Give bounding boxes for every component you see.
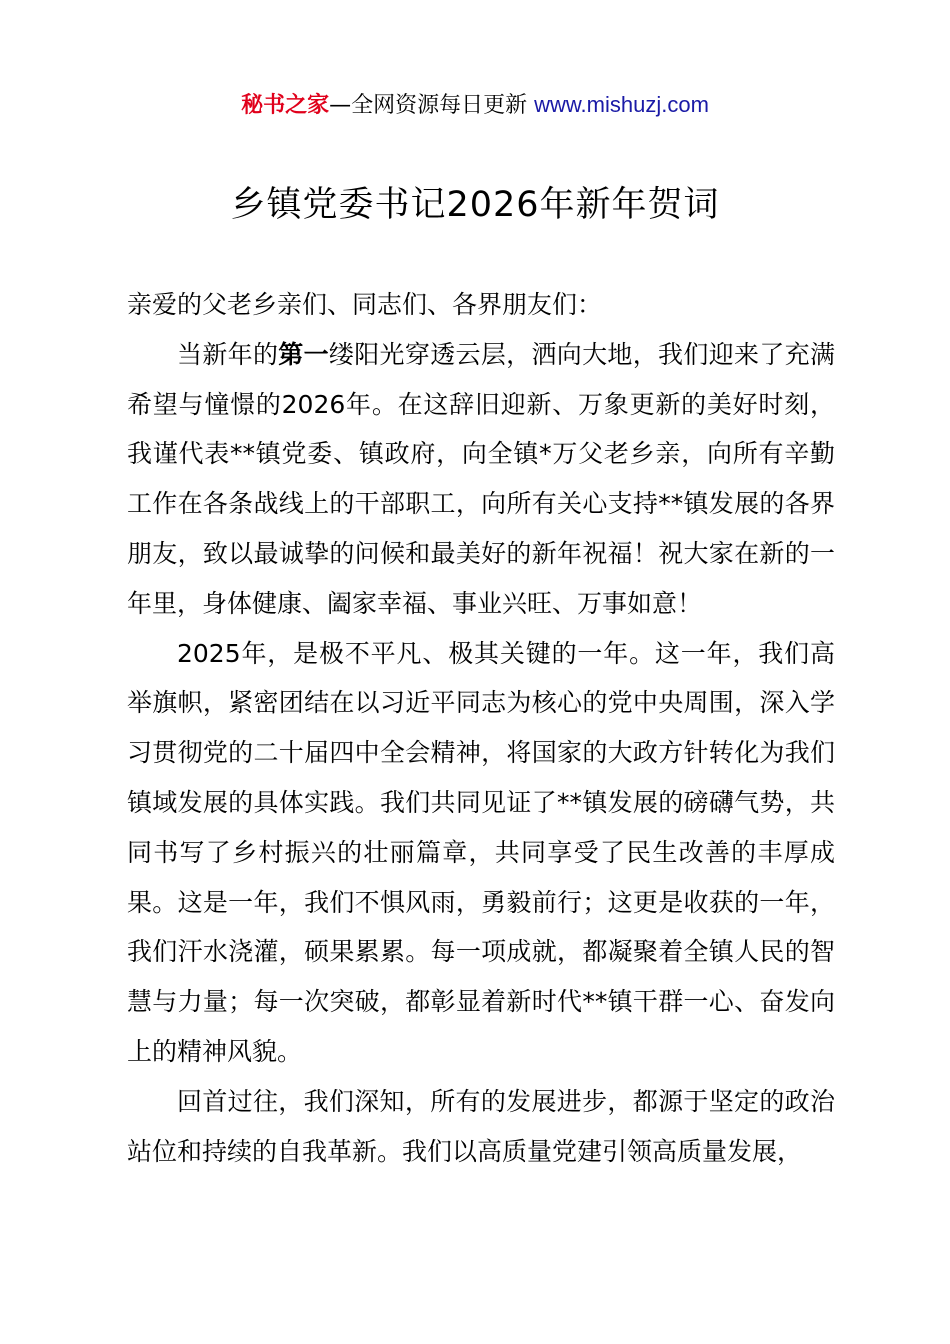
- paragraph-1-bold: 第一: [278, 339, 329, 369]
- document-title: 乡镇党委书记2026年新年贺词: [230, 185, 720, 225]
- paragraph-1-rest: 缕阳光穿透云层，洒向大地，我们迎来了充满希望与憧憬的2026年。在这辞旧迎新、万象更新的美好时刻，我谨代表**镇党委、镇政府，向全镇*万父老乡亲，向所有辛勤工作在各条战线上的干部职工，向所有关心支持**镇发展的各界朋友，致以最诚挚的问候和最美好的新年祝福！祝大家在新的一年里，身体健康、阖家幸福、事业兴旺、万事如意！: [127, 339, 835, 618]
- site-url-link[interactable]: www.mishuzj.com: [534, 92, 709, 117]
- site-brand: 秘书之家: [241, 93, 330, 118]
- document-body: [127, 280, 835, 1176]
- paragraph-2: 2025年，是极不平凡、极其关键的一年。这一年，我们高举旗帜，紧密团结在以习近平同志为核心的党中央周围，深入学习贯彻党的二十届四中全会精神，将国家的大政方针转化为我们镇域发展的具体实践。我们共同见证了**镇发展的磅礴气势，共同书写了乡村振兴的壮丽篇章，共同享受了民生改善的丰厚成果。这是一年，我们不惧风雨，勇毅前行；这更是收获的一年，我们汗水浇灌，硕果累累。每一项成就，都凝聚着全镇人民的智慧与力量；每一次突破，都彰显着新时代**镇干群一心、奋发向上的精神风貌。: [127, 638, 835, 1066]
- site-tagline: —全网资源每日更新: [329, 93, 528, 118]
- paragraph-1-lead: 当新年的: [177, 339, 279, 369]
- paragraph-3: 回首过往，我们深知，所有的发展进步，都源于坚定的政治站位和持续的自我革新。我们以高质量党建引领高质量发展，: [127, 1086, 835, 1166]
- paragraph-1: [127, 330, 835, 629]
- site-header: [0, 88, 950, 123]
- salutation: 亲爱的父老乡亲们、同志们、各界朋友们：: [127, 290, 603, 319]
